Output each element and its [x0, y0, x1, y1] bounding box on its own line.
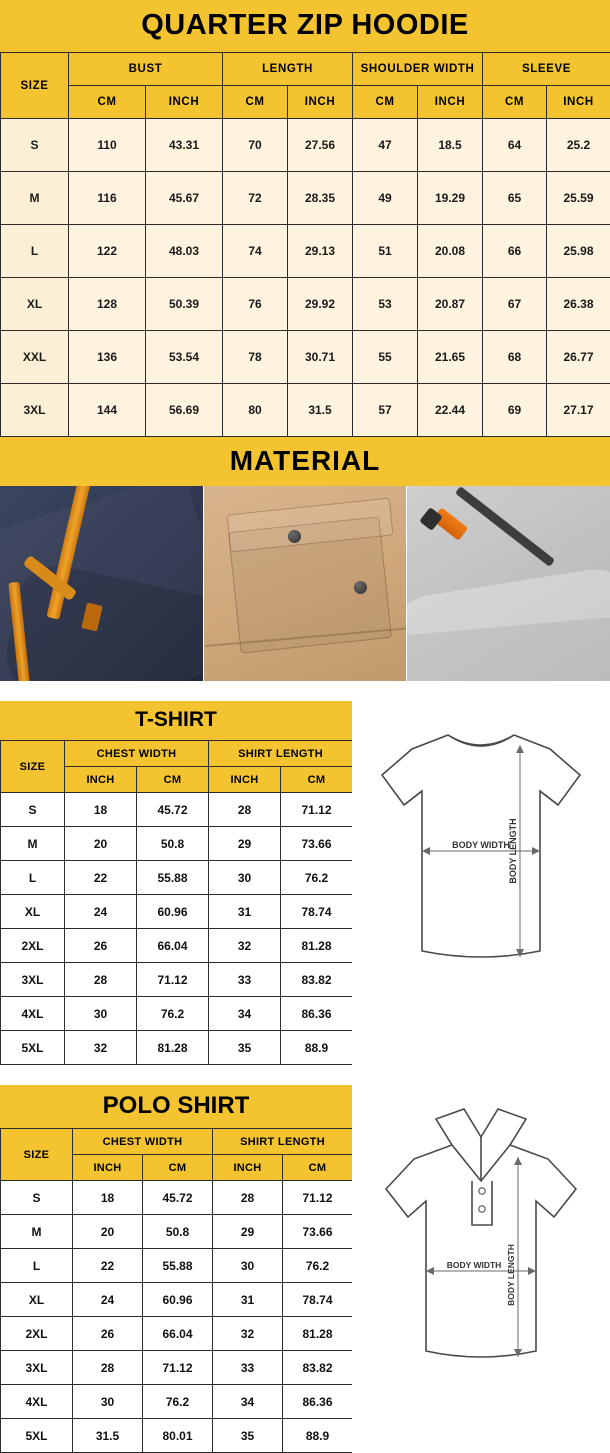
hoodie-cell: 116: [69, 172, 146, 225]
tshirt-cell: 66.04: [137, 929, 209, 963]
hoodie-cell: 136: [69, 331, 146, 384]
tshirt-row-size: M: [1, 827, 65, 861]
tshirt-cell: 28: [65, 963, 137, 997]
table-row: [1, 225, 610, 278]
tshirt-cell: 50.8: [137, 827, 209, 861]
hoodie-header-bust: BUST: [69, 53, 223, 86]
tan-cargo-pocket-photo: [204, 486, 407, 681]
hoodie-cell: 122: [69, 225, 146, 278]
table-row: [1, 929, 353, 963]
tshirt-header-shirt-length: SHIRT LENGTH: [209, 741, 353, 767]
grey-fleece-zip-photo: [407, 486, 610, 681]
spacer: [0, 681, 610, 701]
tshirt-cell: 55.88: [137, 861, 209, 895]
material-section-title: MATERIAL: [0, 437, 610, 486]
tshirt-header-chest-width: CHEST WIDTH: [65, 741, 209, 767]
hoodie-cell: 25.2: [547, 119, 610, 172]
tshirt-cell: 26: [65, 929, 137, 963]
tshirt-section-title: T-SHIRT: [0, 701, 352, 740]
tshirt-header-size: SIZE: [1, 741, 65, 793]
polo-diagram: [352, 1085, 610, 1453]
hoodie-unit-sleeve-cm: CM: [483, 86, 547, 119]
tshirt-cell: 33: [209, 963, 281, 997]
polo-row-size: 4XL: [1, 1385, 73, 1419]
polo-body-length-label: BODY LENGTH: [506, 1244, 516, 1306]
polo-body-width-label: BODY WIDTH: [447, 1260, 502, 1270]
polo-size-table: [0, 1128, 353, 1453]
hoodie-cell: 47: [353, 119, 418, 172]
hoodie-unit-shoulder-inch: INCH: [418, 86, 483, 119]
polo-cell: 78.74: [283, 1283, 353, 1317]
tshirt-cell: 28: [209, 793, 281, 827]
hoodie-cell: 80: [223, 384, 288, 437]
polo-cell: 34: [213, 1385, 283, 1419]
tshirt-cell: 30: [65, 997, 137, 1031]
polo-unit-length-inch: INCH: [213, 1155, 283, 1181]
hoodie-row-size: XL: [1, 278, 69, 331]
tshirt-row-size: L: [1, 861, 65, 895]
hoodie-cell: 49: [353, 172, 418, 225]
hoodie-cell: 56.69: [146, 384, 223, 437]
polo-cell: 71.12: [143, 1351, 213, 1385]
hoodie-header-sleeve: SLEEVE: [483, 53, 610, 86]
hoodie-cell: 51: [353, 225, 418, 278]
table-row: [1, 1249, 353, 1283]
tshirt-cell: 60.96: [137, 895, 209, 929]
table-row: [1, 1317, 353, 1351]
tshirt-cell: 22: [65, 861, 137, 895]
hoodie-cell: 28.35: [288, 172, 353, 225]
hoodie-unit-bust-cm: CM: [69, 86, 146, 119]
hoodie-cell: 53: [353, 278, 418, 331]
hoodie-cell: 26.77: [547, 331, 610, 384]
polo-cell: 83.82: [283, 1351, 353, 1385]
hoodie-cell: 25.98: [547, 225, 610, 278]
table-row: [1, 793, 353, 827]
hoodie-size-table: [0, 52, 610, 437]
table-row: [1, 963, 353, 997]
tshirt-cell: 78.74: [281, 895, 353, 929]
polo-section-title: POLO SHIRT: [0, 1085, 352, 1128]
tshirt-cell: 30: [209, 861, 281, 895]
hoodie-cell: 76: [223, 278, 288, 331]
table-row: [1, 895, 353, 929]
hoodie-cell: 144: [69, 384, 146, 437]
tshirt-cell: 81.28: [281, 929, 353, 963]
hoodie-cell: 20.87: [418, 278, 483, 331]
tshirt-cell: 88.9: [281, 1031, 353, 1065]
hoodie-cell: 29.13: [288, 225, 353, 278]
polo-cell: 18: [73, 1181, 143, 1215]
hoodie-header-shoulder-width: SHOULDER WIDTH: [353, 53, 483, 86]
table-row: [1, 278, 610, 331]
hoodie-row-size: S: [1, 119, 69, 172]
hoodie-cell: 74: [223, 225, 288, 278]
hoodie-cell: 26.38: [547, 278, 610, 331]
hoodie-cell: 43.31: [146, 119, 223, 172]
table-row: [1, 1385, 353, 1419]
hoodie-section-title: QUARTER ZIP HOODIE: [0, 0, 610, 52]
hoodie-cell: 69: [483, 384, 547, 437]
hoodie-group-header-row: [1, 53, 610, 86]
table-row: [1, 384, 610, 437]
polo-cell: 35: [213, 1419, 283, 1453]
hoodie-header-size: SIZE: [1, 53, 69, 119]
tshirt-size-table: [0, 740, 353, 1065]
hoodie-cell: 22.44: [418, 384, 483, 437]
table-row: [1, 1215, 353, 1249]
polo-cell: 29: [213, 1215, 283, 1249]
table-row: [1, 331, 610, 384]
tshirt-cell: 83.82: [281, 963, 353, 997]
hoodie-cell: 53.54: [146, 331, 223, 384]
polo-header-shirt-length: SHIRT LENGTH: [213, 1129, 353, 1155]
hoodie-cell: 19.29: [418, 172, 483, 225]
polo-cell: 31.5: [73, 1419, 143, 1453]
polo-row-size: 2XL: [1, 1317, 73, 1351]
hoodie-cell: 68: [483, 331, 547, 384]
polo-cell: 30: [73, 1385, 143, 1419]
tshirt-cell: 34: [209, 997, 281, 1031]
hoodie-row-size: L: [1, 225, 69, 278]
polo-section: [0, 1085, 610, 1453]
hoodie-row-size: 3XL: [1, 384, 69, 437]
tshirt-unit-length-cm: CM: [281, 767, 353, 793]
hoodie-cell: 20.08: [418, 225, 483, 278]
hoodie-unit-length-inch: INCH: [288, 86, 353, 119]
polo-cell: 22: [73, 1249, 143, 1283]
tshirt-unit-length-inch: INCH: [209, 767, 281, 793]
polo-cell: 55.88: [143, 1249, 213, 1283]
polo-unit-length-cm: CM: [283, 1155, 353, 1181]
hoodie-unit-shoulder-cm: CM: [353, 86, 418, 119]
tshirt-illustration: [352, 701, 610, 1031]
tshirt-unit-chest-cm: CM: [137, 767, 209, 793]
tshirt-cell: 31: [209, 895, 281, 929]
tshirt-cell: 73.66: [281, 827, 353, 861]
hoodie-unit-length-cm: CM: [223, 86, 288, 119]
tshirt-cell: 81.28: [137, 1031, 209, 1065]
table-row: [1, 1031, 353, 1065]
hoodie-row-size: M: [1, 172, 69, 225]
tshirt-cell: 20: [65, 827, 137, 861]
hoodie-unit-header-row: [1, 86, 610, 119]
hoodie-cell: 57: [353, 384, 418, 437]
polo-cell: 73.66: [283, 1215, 353, 1249]
tshirt-cell: 32: [209, 929, 281, 963]
tshirt-row-size: XL: [1, 895, 65, 929]
hoodie-cell: 66: [483, 225, 547, 278]
tshirt-row-size: 2XL: [1, 929, 65, 963]
table-row: [1, 172, 610, 225]
hoodie-cell: 70: [223, 119, 288, 172]
polo-cell: 26: [73, 1317, 143, 1351]
tshirt-cell: 24: [65, 895, 137, 929]
navy-hoodie-drawstring-photo: [0, 486, 203, 681]
table-row: [1, 1419, 353, 1453]
tshirt-row-size: S: [1, 793, 65, 827]
hoodie-header-length: LENGTH: [223, 53, 353, 86]
polo-header-chest-width: CHEST WIDTH: [73, 1129, 213, 1155]
polo-cell: 76.2: [283, 1249, 353, 1283]
tshirt-section: [0, 701, 610, 1065]
hoodie-cell: 67: [483, 278, 547, 331]
polo-cell: 66.04: [143, 1317, 213, 1351]
polo-cell: 60.96: [143, 1283, 213, 1317]
hoodie-cell: 29.92: [288, 278, 353, 331]
tshirt-cell: 45.72: [137, 793, 209, 827]
polo-row-size: XL: [1, 1283, 73, 1317]
tshirt-diagram: [352, 701, 610, 1065]
tshirt-cell: 76.2: [281, 861, 353, 895]
tshirt-body-length-label: BODY LENGTH: [508, 818, 518, 883]
table-row: [1, 1351, 353, 1385]
hoodie-cell: 18.5: [418, 119, 483, 172]
polo-row-size: 3XL: [1, 1351, 73, 1385]
tshirt-cell: 71.12: [137, 963, 209, 997]
hoodie-cell: 72: [223, 172, 288, 225]
table-row: [1, 119, 610, 172]
hoodie-cell: 45.67: [146, 172, 223, 225]
table-row: [1, 997, 353, 1031]
hoodie-cell: 64: [483, 119, 547, 172]
polo-illustration: [352, 1085, 610, 1415]
polo-cell: 20: [73, 1215, 143, 1249]
table-row: [1, 827, 353, 861]
tshirt-cell: 71.12: [281, 793, 353, 827]
polo-cell: 71.12: [283, 1181, 353, 1215]
tshirt-cell: 18: [65, 793, 137, 827]
table-row: [1, 1283, 353, 1317]
hoodie-cell: 48.03: [146, 225, 223, 278]
polo-row-size: 5XL: [1, 1419, 73, 1453]
table-row: [1, 861, 353, 895]
tshirt-row-size: 3XL: [1, 963, 65, 997]
hoodie-cell: 27.17: [547, 384, 610, 437]
hoodie-cell: 50.39: [146, 278, 223, 331]
polo-row-size: L: [1, 1249, 73, 1283]
material-photo-row: [0, 486, 610, 681]
polo-row-size: M: [1, 1215, 73, 1249]
polo-cell: 28: [213, 1181, 283, 1215]
tshirt-cell: 35: [209, 1031, 281, 1065]
hoodie-cell: 55: [353, 331, 418, 384]
hoodie-cell: 65: [483, 172, 547, 225]
hoodie-cell: 25.59: [547, 172, 610, 225]
polo-cell: 30: [213, 1249, 283, 1283]
tshirt-row-size: 5XL: [1, 1031, 65, 1065]
hoodie-unit-bust-inch: INCH: [146, 86, 223, 119]
hoodie-cell: 27.56: [288, 119, 353, 172]
tshirt-group-header-row: [1, 741, 353, 767]
polo-cell: 76.2: [143, 1385, 213, 1419]
polo-cell: 80.01: [143, 1419, 213, 1453]
polo-unit-chest-cm: CM: [143, 1155, 213, 1181]
polo-row-size: S: [1, 1181, 73, 1215]
polo-unit-chest-inch: INCH: [73, 1155, 143, 1181]
polo-cell: 88.9: [283, 1419, 353, 1453]
polo-group-header-row: [1, 1129, 353, 1155]
polo-header-size: SIZE: [1, 1129, 73, 1181]
table-row: [1, 1181, 353, 1215]
hoodie-cell: 110: [69, 119, 146, 172]
tshirt-cell: 29: [209, 827, 281, 861]
tshirt-row-size: 4XL: [1, 997, 65, 1031]
polo-cell: 24: [73, 1283, 143, 1317]
polo-cell: 33: [213, 1351, 283, 1385]
tshirt-cell: 86.36: [281, 997, 353, 1031]
tshirt-unit-chest-inch: INCH: [65, 767, 137, 793]
polo-cell: 50.8: [143, 1215, 213, 1249]
hoodie-cell: 30.71: [288, 331, 353, 384]
hoodie-unit-sleeve-inch: INCH: [547, 86, 610, 119]
hoodie-cell: 128: [69, 278, 146, 331]
polo-cell: 86.36: [283, 1385, 353, 1419]
tshirt-body-width-label: BODY WIDTH: [452, 840, 510, 850]
polo-cell: 45.72: [143, 1181, 213, 1215]
hoodie-cell: 31.5: [288, 384, 353, 437]
polo-cell: 28: [73, 1351, 143, 1385]
tshirt-cell: 76.2: [137, 997, 209, 1031]
spacer: [0, 1065, 610, 1085]
polo-cell: 32: [213, 1317, 283, 1351]
polo-cell: 81.28: [283, 1317, 353, 1351]
hoodie-row-size: XXL: [1, 331, 69, 384]
polo-cell: 31: [213, 1283, 283, 1317]
tshirt-cell: 32: [65, 1031, 137, 1065]
hoodie-cell: 78: [223, 331, 288, 384]
hoodie-cell: 21.65: [418, 331, 483, 384]
